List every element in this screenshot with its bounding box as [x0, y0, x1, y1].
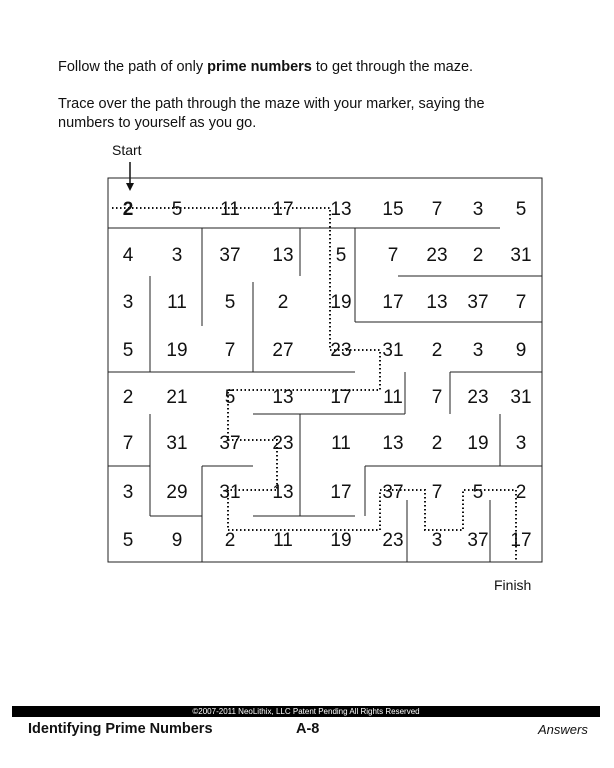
maze-cell: 2 — [515, 482, 527, 503]
instruction-emphasis: prime numbers — [207, 59, 312, 75]
maze-numbers — [123, 199, 532, 551]
maze-cell: 19 — [166, 340, 188, 361]
maze-cell: 3 — [122, 292, 134, 313]
maze-cell: 17 — [272, 199, 294, 220]
maze-cell: 7 — [387, 245, 399, 266]
maze-cell: 5 — [171, 199, 183, 220]
maze-cell: 37 — [219, 245, 241, 266]
maze-cell: 5 — [335, 245, 347, 266]
maze-cell: 11 — [383, 387, 403, 408]
page-number: A-8 — [296, 721, 320, 737]
answers-label: Answers — [538, 722, 588, 737]
maze-cell: 29 — [166, 482, 188, 503]
maze-cell: 27 — [272, 340, 294, 361]
maze-border — [108, 178, 542, 562]
maze-cell: 31 — [219, 482, 241, 503]
maze-cell: 13 — [272, 245, 294, 266]
maze-cell: 5 — [515, 199, 527, 220]
maze-cell: 13 — [272, 482, 294, 503]
copyright-bar: ©2007-2011 NeoLithix, LLC Patent Pending All Rights Reserved — [12, 706, 600, 717]
maze-cell: 7 — [431, 199, 443, 220]
maze-cell: 5 — [122, 530, 134, 551]
start-arrow-icon — [126, 162, 134, 191]
maze-cell: 19 — [330, 292, 352, 313]
maze-cell: 2 — [122, 387, 134, 408]
maze-cell: 2 — [224, 530, 236, 551]
maze-cell: 13 — [272, 387, 294, 408]
maze-cell: 2 — [431, 433, 443, 454]
maze-cell: 23 — [272, 433, 294, 454]
maze-cell: 11 — [167, 292, 187, 313]
maze-cell: 2 — [431, 340, 443, 361]
maze-cell: 17 — [382, 292, 404, 313]
maze-cell: 23 — [330, 340, 352, 361]
maze-cell: 11 — [273, 530, 293, 551]
maze-cell: 17 — [510, 530, 532, 551]
maze-cell: 3 — [472, 340, 484, 361]
maze-cell: 31 — [382, 340, 404, 361]
worksheet-title: Identifying Prime Numbers — [28, 721, 213, 737]
maze-cell: 9 — [515, 340, 527, 361]
instruction-line-2: Trace over the path through the maze with your marker, saying the numbers to yourself as you go. — [58, 96, 485, 131]
maze-cell: 9 — [171, 530, 183, 551]
maze-cell: 7 — [515, 292, 527, 313]
maze-cell: 11 — [220, 199, 240, 220]
maze-cell: 4 — [122, 245, 134, 266]
maze-cell: 11 — [331, 433, 351, 454]
maze-cell: 31 — [510, 245, 532, 266]
finish-label: Finish — [494, 577, 532, 593]
instruction-text: Follow the path of only — [58, 59, 208, 75]
maze-cell: 3 — [515, 433, 527, 454]
start-label: Start — [112, 142, 142, 158]
instruction-text-end: to get through the maze. — [311, 59, 474, 75]
maze-cell: 7 — [122, 433, 134, 454]
maze-cell: 17 — [330, 387, 352, 408]
maze-cell: 13 — [330, 199, 352, 220]
maze-cell: 31 — [166, 433, 188, 454]
maze-cell: 17 — [330, 482, 352, 503]
maze-cell: 5 — [224, 292, 236, 313]
maze-cell: 31 — [510, 387, 532, 408]
maze-cell: 2 — [277, 292, 289, 313]
maze-cell: 23 — [382, 530, 404, 551]
maze-cell: 23 — [467, 387, 489, 408]
maze-cell: 23 — [426, 245, 448, 266]
maze-cell: 2 — [122, 199, 134, 220]
maze-cell: 7 — [224, 340, 236, 361]
maze-cell: 37 — [382, 482, 404, 503]
maze-cell: 5 — [224, 387, 236, 408]
maze-cell: 19 — [330, 530, 352, 551]
maze-cell: 5 — [122, 340, 134, 361]
maze-cell: 2 — [472, 245, 484, 266]
maze-cell: 7 — [431, 482, 443, 503]
maze-cell: 37 — [467, 530, 489, 551]
maze-cell: 13 — [382, 433, 404, 454]
maze-cell: 5 — [472, 482, 484, 503]
maze-cell: 19 — [467, 433, 489, 454]
maze-cell: 21 — [166, 387, 188, 408]
maze-cell: 37 — [467, 292, 489, 313]
maze-cell: 3 — [122, 482, 134, 503]
maze-cell: 7 — [431, 387, 443, 408]
maze-cell: 3 — [472, 199, 484, 220]
maze-cell: 3 — [431, 530, 443, 551]
maze-cell: 3 — [171, 245, 183, 266]
maze-cell: 37 — [219, 433, 241, 454]
maze-cell: 15 — [382, 199, 404, 220]
maze-cell: 13 — [426, 292, 448, 313]
